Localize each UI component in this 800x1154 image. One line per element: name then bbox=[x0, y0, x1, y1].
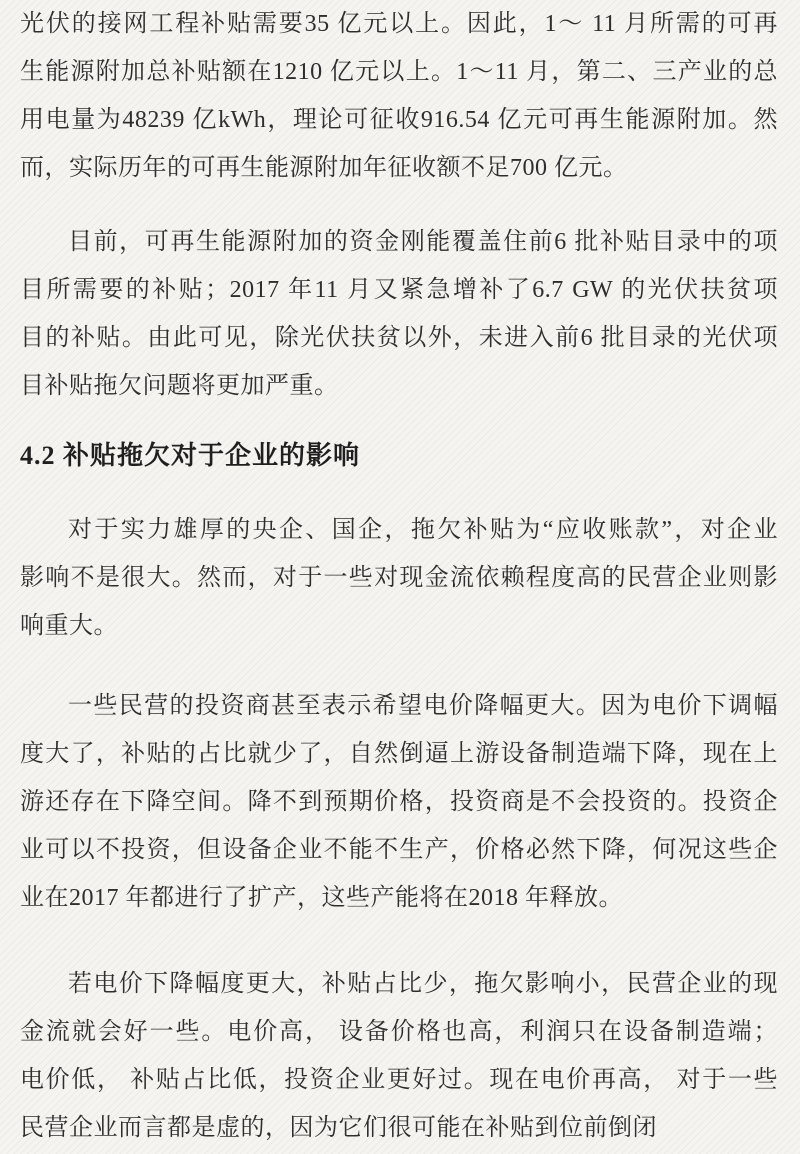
paragraph bbox=[20, 218, 778, 410]
text-line: 金流就会好一些。电价高， 设备价格也高，利润只在设备制造端； bbox=[20, 1019, 778, 1045]
text-line: 影响不是很大。然而，对于一些对现金流依赖程度高的民营企业则影 bbox=[20, 565, 778, 591]
text-line: 目前，可再生能源附加的资金刚能覆盖住前6 批补贴目录中的项 bbox=[68, 229, 778, 255]
paragraph bbox=[20, 0, 778, 192]
text-line: 电价低， 补贴占比低，投资企业更好过。现在电价再高， 对于一些 bbox=[20, 1067, 778, 1093]
text-line: 而，实际历年的可再生能源附加年征收额不足700 亿元。 bbox=[20, 155, 628, 181]
text-line: 业可以不投资，但设备企业不能不生产，价格必然下降，何况这些企 bbox=[20, 837, 778, 863]
paragraph bbox=[20, 506, 778, 650]
section-heading: 4.2 补贴拖欠对于企业的影响 bbox=[20, 441, 361, 470]
paragraph bbox=[20, 960, 778, 1152]
text-line: 若电价下降幅度更大，补贴占比少，拖欠影响小，民营企业的现 bbox=[68, 971, 778, 997]
text-line: 生能源附加总补贴额在1210 亿元以上。1～11 月，第二、三产业的总 bbox=[20, 59, 778, 85]
text-line: 一些民营的投资商甚至表示希望电价降幅更大。因为电价下调幅 bbox=[68, 693, 778, 719]
text-line: 目的补贴。由此可见，除光伏扶贫以外，未进入前6 批目录的光伏项 bbox=[20, 325, 778, 351]
text-line: 民营企业而言都是虚的，因为它们很可能在补贴到位前倒闭 bbox=[20, 1115, 657, 1141]
text-line: 用电量为48239 亿kWh，理论可征收916.54 亿元可再生能源附加。然 bbox=[20, 107, 778, 133]
text-line: 游还存在下降空间。降不到预期价格，投资商是不会投资的。投资企 bbox=[20, 789, 778, 815]
text-line: 对于实力雄厚的央企、国企，拖欠补贴为“应收账款”，对企业 bbox=[68, 517, 778, 543]
text-line: 业在2017 年都进行了扩产，这些产能将在2018 年释放。 bbox=[20, 885, 623, 911]
text-line: 度大了，补贴的占比就少了，自然倒逼上游设备制造端下降，现在上 bbox=[20, 741, 778, 767]
paragraph bbox=[20, 682, 778, 922]
text-line: 响重大。 bbox=[20, 613, 118, 639]
text-line: 目补贴拖欠问题将更加严重。 bbox=[20, 373, 339, 399]
text-line: 目所需要的补贴；2017 年11 月又紧急增补了6.7 GW 的光伏扶贫项 bbox=[20, 277, 778, 303]
text-line: 光伏的接网工程补贴需要35 亿元以上。因此，1～ 11 月所需的可再 bbox=[20, 11, 778, 37]
